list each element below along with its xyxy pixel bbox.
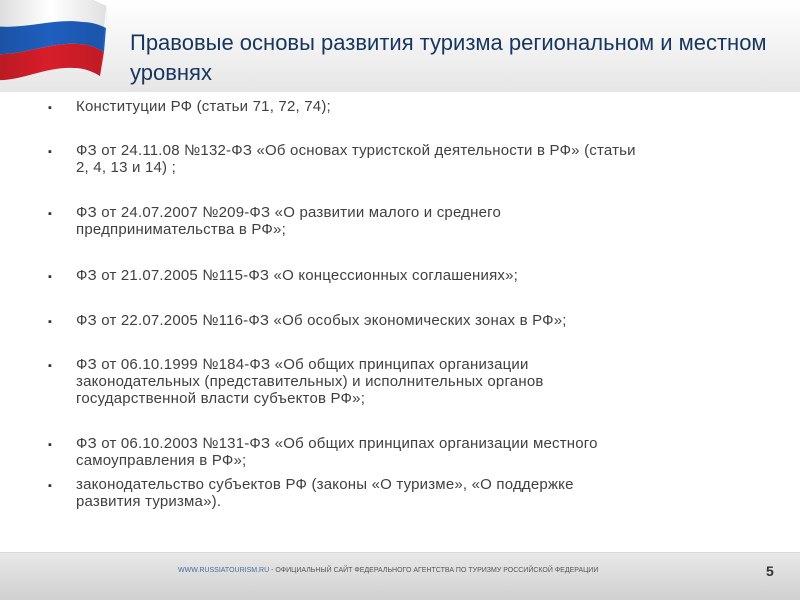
page-number: 5 [766,563,774,579]
square-bullet-icon: ▪ [48,208,52,220]
list-item-text: ФЗ от 21.07.2005 №115-ФЗ «О концессионных соглашениях»; [76,267,519,284]
list-item-text: ФЗ от 06.10.2003 №131-ФЗ «Об общих принципах организации местного самоуправления в РФ»; [76,435,598,469]
square-bullet-icon: ▪ [48,146,52,158]
slide-title: Правовые основы развития туризма региональном и местном уровнях [130,30,767,85]
footer-caption [178,567,598,574]
square-bullet-icon: ▪ [48,439,52,451]
list-item-text: законодательство субъектов РФ (законы «О туризме», «О поддержке развития туризма»). [76,476,574,510]
site-link[interactable]: WWW.RUSSIATOURISM.RU [178,567,270,574]
square-bullet-icon: ▪ [48,316,52,328]
list-item-text: ФЗ от 06.10.1999 №184-ФЗ «Об общих принципах организации законодательных (представительных) и исполнительных органов государственной власти субъектов РФ»; [76,356,544,407]
square-bullet-icon: ▪ [48,360,52,372]
list-item-text: Конституции РФ (статьи 71, 72, 74); [76,98,331,115]
footer-description: - ОФИЦИАЛЬНЫЙ САЙТ ФЕДЕРАЛЬНОГО АГЕНТСТВА ПО ТУРИЗМУ РОССИЙСКОЙ ФЕДЕРАЦИИ [269,567,599,574]
list-item-text: ФЗ от 24.11.08 №132-ФЗ «Об основах туристской деятельности в РФ» (статьи 2, 4, 13 и 14) ; [76,142,636,176]
square-bullet-icon: ▪ [48,480,52,492]
russian-flag-icon [0,0,112,88]
square-bullet-icon: ▪ [48,102,52,114]
list-item-text: ФЗ от 22.07.2005 №116-ФЗ «Об особых экономических зонах в РФ»; [76,312,567,329]
square-bullet-icon: ▪ [48,271,52,283]
footer-band [0,552,800,600]
list-item-text: ФЗ от 24.07.2007 №209-ФЗ «О развитии малого и среднего предпринимательства в РФ»; [76,204,502,238]
